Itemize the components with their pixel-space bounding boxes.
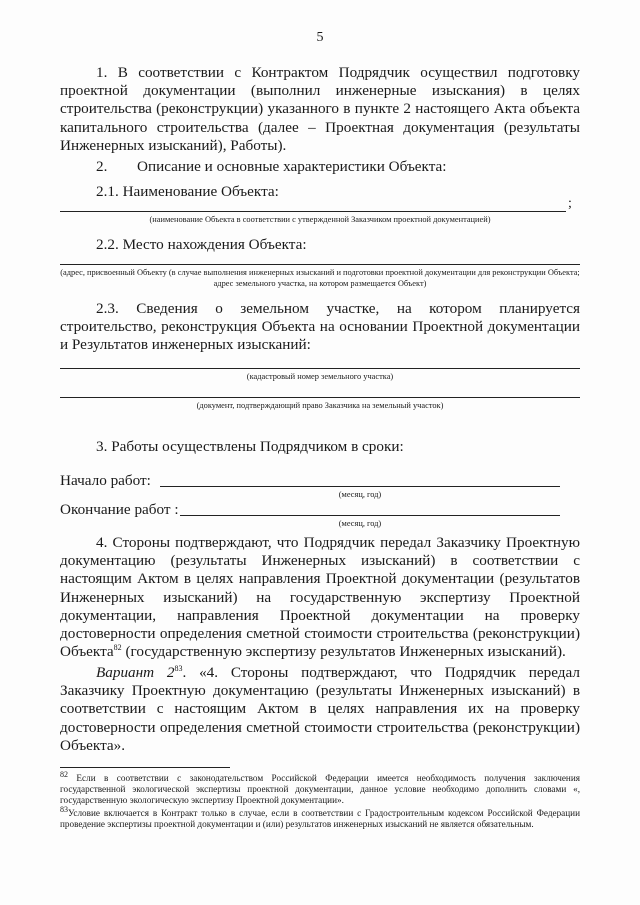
footnote-82 — [60, 769, 580, 807]
paragraph-4-tail: (государственную экспертизу результатов Инженерных изысканий). — [121, 643, 566, 661]
caption-end-month-year: (месяц, год) — [338, 519, 382, 528]
end-date-line — [180, 515, 560, 516]
caption-object-name: (наименование Объекта в соответствии с утвержденной Заказчиком проектной документацией) — [149, 215, 491, 224]
caption-ownership-document: (документ, подтверждающий право Заказчика на земельный участок) — [196, 401, 444, 410]
subsection-2-1: 2.1. Наименование Объекта: — [96, 183, 279, 200]
subsection-2-2: 2.2. Место нахождения Объекта: — [96, 236, 307, 253]
paragraph-variant-2 — [60, 664, 580, 755]
variant-label: Вариант 2 — [96, 664, 175, 681]
ownership-document-line — [60, 397, 580, 398]
paragraph-1: 1. В соответствии с Контрактом Подрядчик осуществил подготовку проектной документации (выполнил инженерные изыскания) в целях строительства (реконструкции) указанного в пункте 2 настоящего Акта объекта капитального строительства (далее – Проектная документация (результаты Инженерных изысканий), Работы). — [60, 64, 580, 154]
section-2-heading — [60, 158, 580, 176]
footnote-83-mark: 83 — [60, 804, 68, 814]
footnote-82-text: Если в соответствии с законодательством Российской Федерации имеется необходимость получения заключения государственной экологической экспертизы проектной документации, данное условие необходимо дополнить словами «, государственную экологическую экспертизу Проектной документации». — [60, 773, 580, 806]
end-label: Окончание работ : — [60, 501, 179, 518]
paragraph-4 — [60, 534, 580, 661]
section-2-title: Описание и основные характеристики Объекта: — [136, 158, 447, 175]
caption-start-month-year: (месяц, год) — [338, 490, 382, 499]
start-label: Начало работ: — [60, 472, 151, 489]
footnote-ref-83: 83 — [174, 663, 183, 673]
caption-cadastral: (кадастровый номер земельного участка) — [246, 372, 394, 381]
caption-address: (адрес, присвоенный Объекту (в случае выполнения инженерных изысканий и подготовки проектной документации для реконструкции Объекта; адрес земельного участка, на котором размещается Объект) — [60, 268, 580, 288]
section-2-number: 2. — [96, 158, 108, 175]
footnote-separator — [60, 767, 230, 768]
start-date-line — [160, 486, 560, 487]
paragraph-4-text: 4. Стороны подтверждают, что Подрядчик передал Заказчику Проектную документацию (результаты Инженерных изысканий) в соответствии с настоящим Актом в целях направления Проектной документации (результатов Инженерных изысканий) на государственную экспертизу Проектной документации, направления Проектной документации на проверку достоверности определения сметной стоимости строительства (реконструкции) Объекта — [60, 534, 580, 661]
footnote-83-text: Условие включается в Контракт только в случае, если в соответствии с Градостроительным кодексом Российской Федерации проведение экспертизы проектной документации и (или) результатов инженерных изысканий не является обязательным. — [60, 808, 580, 830]
footnote-82-mark: 82 — [60, 769, 68, 779]
cadastral-line — [60, 368, 580, 369]
object-name-line — [60, 211, 566, 212]
page-number: 5 — [316, 30, 324, 45]
variant-text: . «4. Стороны подтверждают, что Подрядчик передал Заказчику Проектную документацию (результаты Инженерных изысканий) в соответствии с настоящим Актом в целях направления их на проверку достоверности определения сметной стоимости строительства (реконструкции) Объекта». — [60, 664, 580, 754]
semicolon-mark: ; — [568, 196, 572, 211]
footnote-ref-82: 82 — [113, 643, 122, 653]
subsection-2-3: 2.3. Сведения о земельном участке, на котором планируется строительство, реконструкция Объекта на основании Проектной документации и Результатов инженерных изысканий: — [60, 300, 580, 354]
section-3-heading: 3. Работы осуществлены Подрядчиком в сроки: — [96, 438, 404, 455]
address-line — [60, 264, 580, 265]
footnote-83 — [60, 804, 580, 830]
